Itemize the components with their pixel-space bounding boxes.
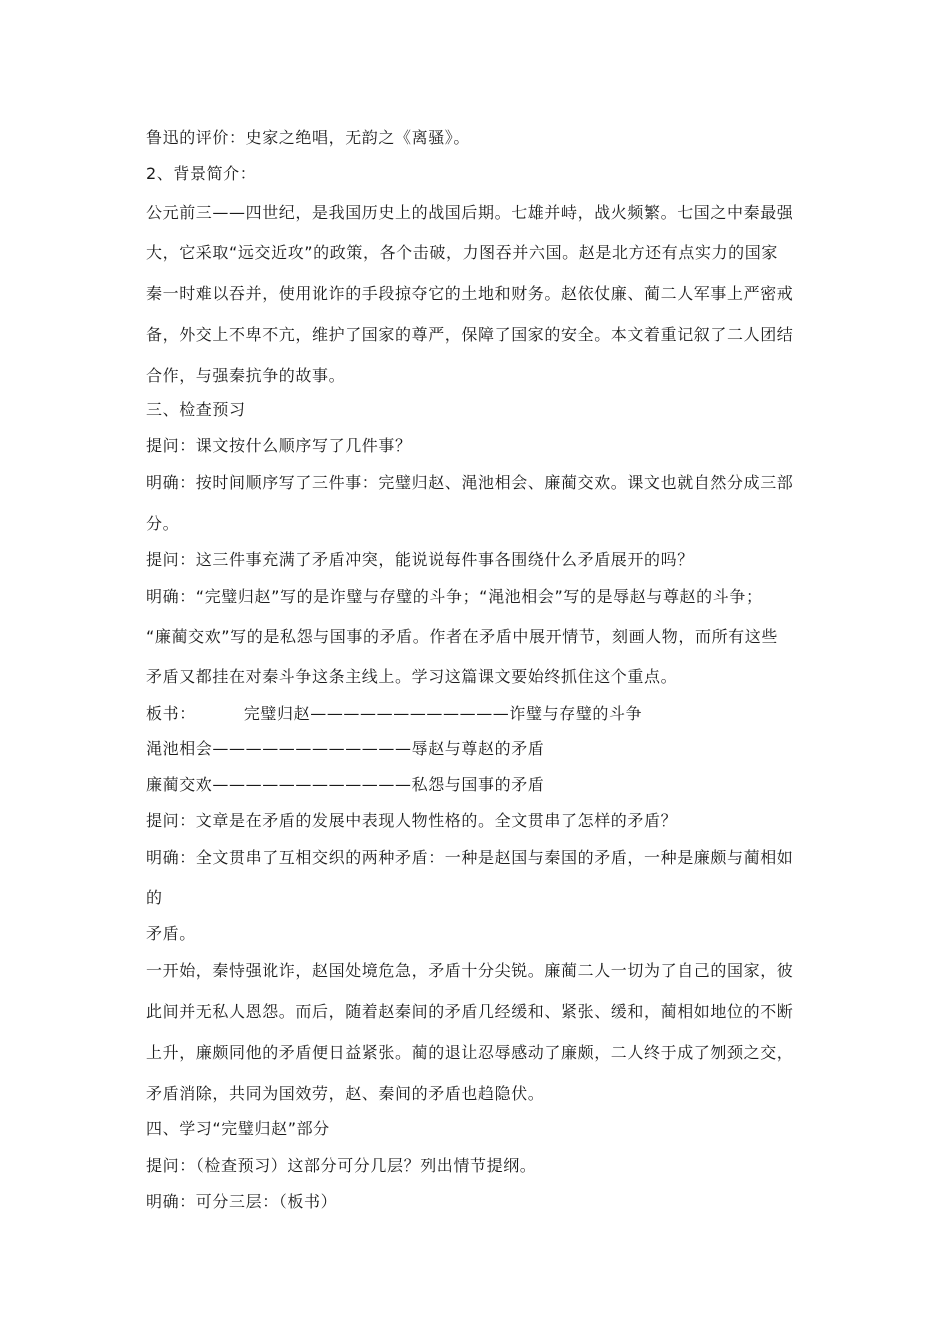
paragraph-line: 鲁迅的评价：史家之绝唱，无韵之《离骚》。: [146, 128, 471, 147]
paragraph-line: 秦一时难以吞并，使用讹诈的手段掠夺它的土地和财务。赵依仗廉、蔺二人军事上严密戒: [146, 284, 794, 303]
paragraph-line: 一开始，秦恃强讹诈，赵国处境危急，矛盾十分尖锐。廉蔺二人一切为了自己的国家，彼: [146, 961, 794, 980]
section-heading: 四、学习“完璧归赵”部分: [146, 1119, 330, 1138]
paragraph-line: 大，它采取“远交近攻”的政策，各个击破，力图吞并六国。赵是北方还有点实力的国家: [146, 243, 778, 262]
paragraph-line: 矛盾又都挂在对秦斗争这条主线上。学习这篇课文要始终抓住这个重点。: [146, 667, 678, 686]
board-row: [146, 704, 642, 724]
paragraph-line: 公元前三——四世纪，是我国历史上的战国后期。七雄并峙，战火频繁。七国之中秦最强: [146, 203, 794, 222]
paragraph-line: 合作，与强秦抗争的故事。: [146, 366, 346, 385]
question-line: 提问：文章是在矛盾的发展中表现人物性格的。全文贯串了怎样的矛盾？: [146, 811, 678, 830]
answer-line: 明确：全文贯串了互相交织的两种矛盾：一种是赵国与秦国的矛盾，一种是廉颇与蔺相如: [146, 848, 794, 867]
board-label: 板书：: [146, 704, 196, 723]
answer-line: 明确：按时间顺序写了三件事：完璧归赵、渑池相会、廉蔺交欢。课文也就自然分成三部: [146, 473, 794, 492]
paragraph-line: 备，外交上不卑不亢，维护了国家的尊严，保障了国家的安全。本文着重记叙了二人团结: [146, 325, 794, 344]
paragraph-line: “廉蔺交欢”写的是私怨与国事的矛盾。作者在矛盾中展开情节，刻画人物，而所有这些: [146, 627, 778, 646]
answer-line: 明确：“完璧归赵”写的是诈璧与存璧的斗争；“渑池相会”写的是辱赵与尊赵的斗争；: [146, 587, 763, 606]
question-line: 提问：这三件事充满了矛盾冲突，能说说每件事各围绕什么矛盾展开的吗？: [146, 550, 694, 569]
question-line: 提问：（检查预习）这部分可分几层？列出情节提纲。: [146, 1156, 537, 1175]
question-line: 提问：课文按什么顺序写了几件事？: [146, 436, 412, 455]
section-heading: 三、检查预习: [146, 400, 246, 419]
paragraph-line: 此间并无私人恩怨。而后，随着赵秦间的矛盾几经缓和、紧张、缓和，蔺相如地位的不断: [146, 1002, 794, 1021]
answer-line: 明确：可分三层：（板书）: [146, 1192, 338, 1211]
paragraph-line: 矛盾。: [146, 924, 196, 943]
paragraph-line: 分。: [146, 514, 180, 533]
board-row-text: 完璧归赵————————————诈璧与存璧的斗争: [243, 704, 643, 723]
board-row: 廉蔺交欢————————————私怨与国事的矛盾: [146, 775, 545, 794]
board-row: 渑池相会————————————辱赵与尊赵的矛盾: [146, 739, 545, 758]
section-heading: 2、背景简介：: [146, 164, 257, 183]
paragraph-line: 的: [146, 888, 163, 907]
paragraph-line: 矛盾消除，共同为国效劳，赵、秦间的矛盾也趋隐伏。: [146, 1084, 545, 1103]
paragraph-line: 上升，廉颇同他的矛盾便日益紧张。蔺的退让忍辱感动了廉颇，二人终于成了刎颈之交，: [146, 1043, 794, 1062]
